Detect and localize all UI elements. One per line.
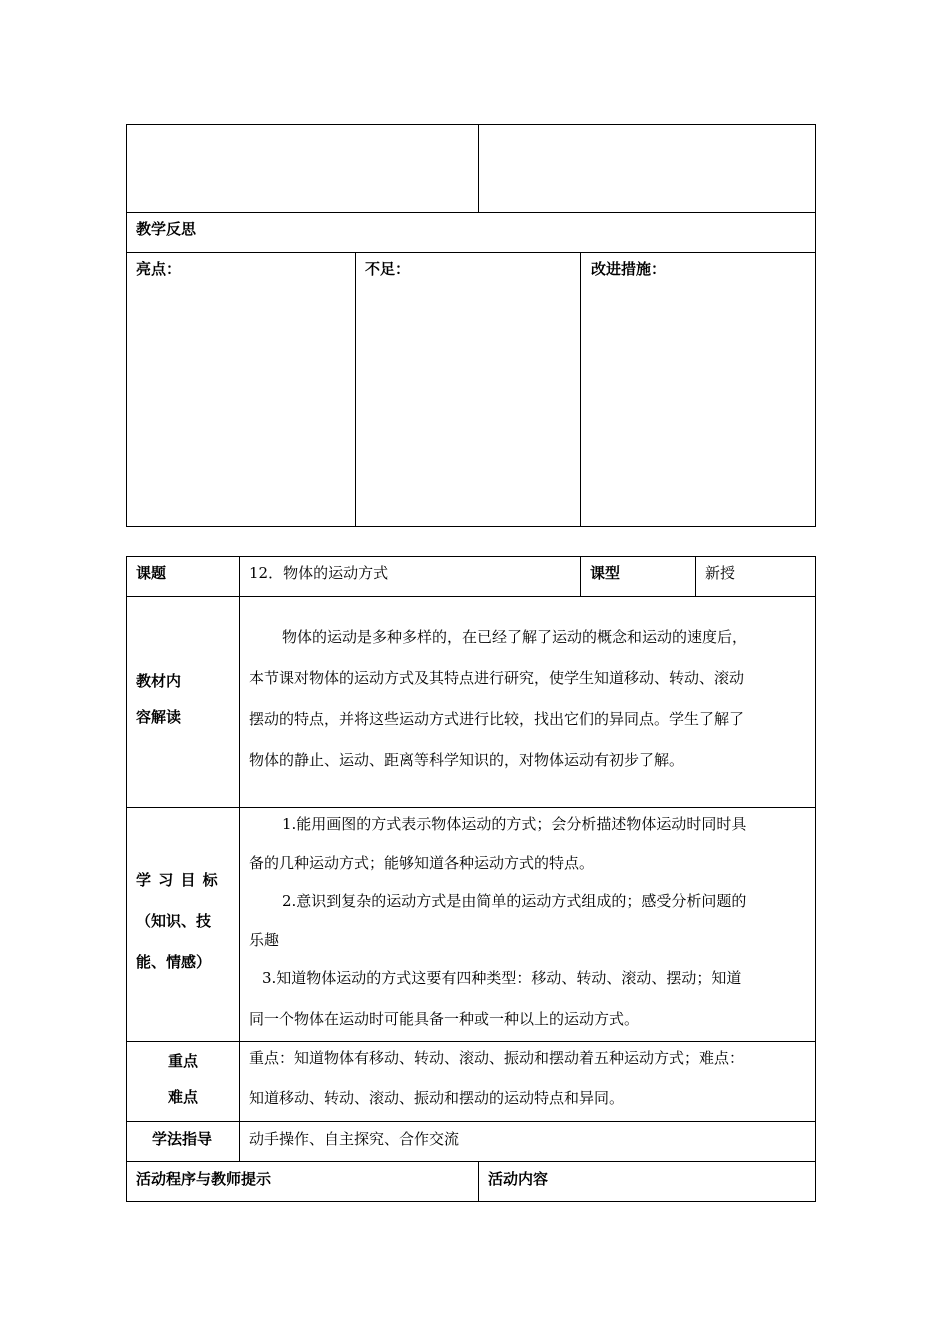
reflection-heading: 教学反思: [136, 220, 197, 238]
goals-label-line1: 学 习 目 标: [136, 871, 219, 889]
type-label: 课型: [590, 564, 621, 582]
improvements-label: 改进措施：: [591, 260, 667, 278]
activity-label: 活动程序与教师提示: [136, 1170, 272, 1188]
goals-line: 乐趣: [249, 931, 280, 949]
highlights-label: 亮点：: [136, 260, 182, 278]
key-line: 知道移动、转动、滚动、振动和摆动的运动特点和异同。: [249, 1089, 625, 1107]
topic-value: 12．物体的运动方式: [249, 564, 389, 582]
material-label-line2: 容解读: [136, 708, 182, 726]
key-label-line1: 重点: [168, 1052, 199, 1070]
key-label-line2: 难点: [168, 1088, 199, 1106]
method-value: 动手操作、自主探究、合作交流: [249, 1130, 460, 1148]
material-label-line1: 教材内: [136, 672, 182, 690]
material-line: 本节课对物体的运动方式及其特点进行研究，使学生知道移动、转动、滚动: [249, 669, 745, 687]
shortcomings-label: 不足：: [365, 260, 411, 278]
method-label: 学法指导: [152, 1130, 213, 1148]
goals-line: 2.意识到复杂的运动方式是由简单的运动方式组成的；感受分析问题的: [282, 892, 747, 910]
goals-line: 同一个物体在运动时可能具备一种或一种以上的运动方式。: [249, 1010, 640, 1028]
topic-label: 课题: [136, 564, 167, 582]
content-label: 活动内容: [488, 1170, 549, 1188]
material-line: 物体的静止、运动、距离等科学知识的，对物体运动有初步了解。: [249, 751, 685, 769]
material-line: 物体的运动是多种多样的，在已经了解了运动的概念和运动的速度后，: [282, 628, 748, 646]
type-value: 新授: [705, 564, 736, 582]
material-line: 摆动的特点，并将这些运动方式进行比较，找出它们的异同点。学生了解了: [249, 710, 745, 728]
goals-line: 3.知道物体运动的方式这要有四种类型：移动、转动、滚动、摆动；知道: [262, 969, 742, 987]
goals-line: 1.能用画图的方式表示物体运动的方式；会分析描述物体运动时同时具: [282, 815, 747, 833]
goals-label-line3: 能、情感）: [136, 953, 212, 971]
goals-line: 备的几种运动方式；能够知道各种运动方式的特点。: [249, 854, 595, 872]
key-line: 重点：知道物体有移动、转动、滚动、振动和摆动着五种运动方式；难点：: [249, 1049, 745, 1067]
goals-label-line2: （知识、技: [136, 912, 212, 930]
